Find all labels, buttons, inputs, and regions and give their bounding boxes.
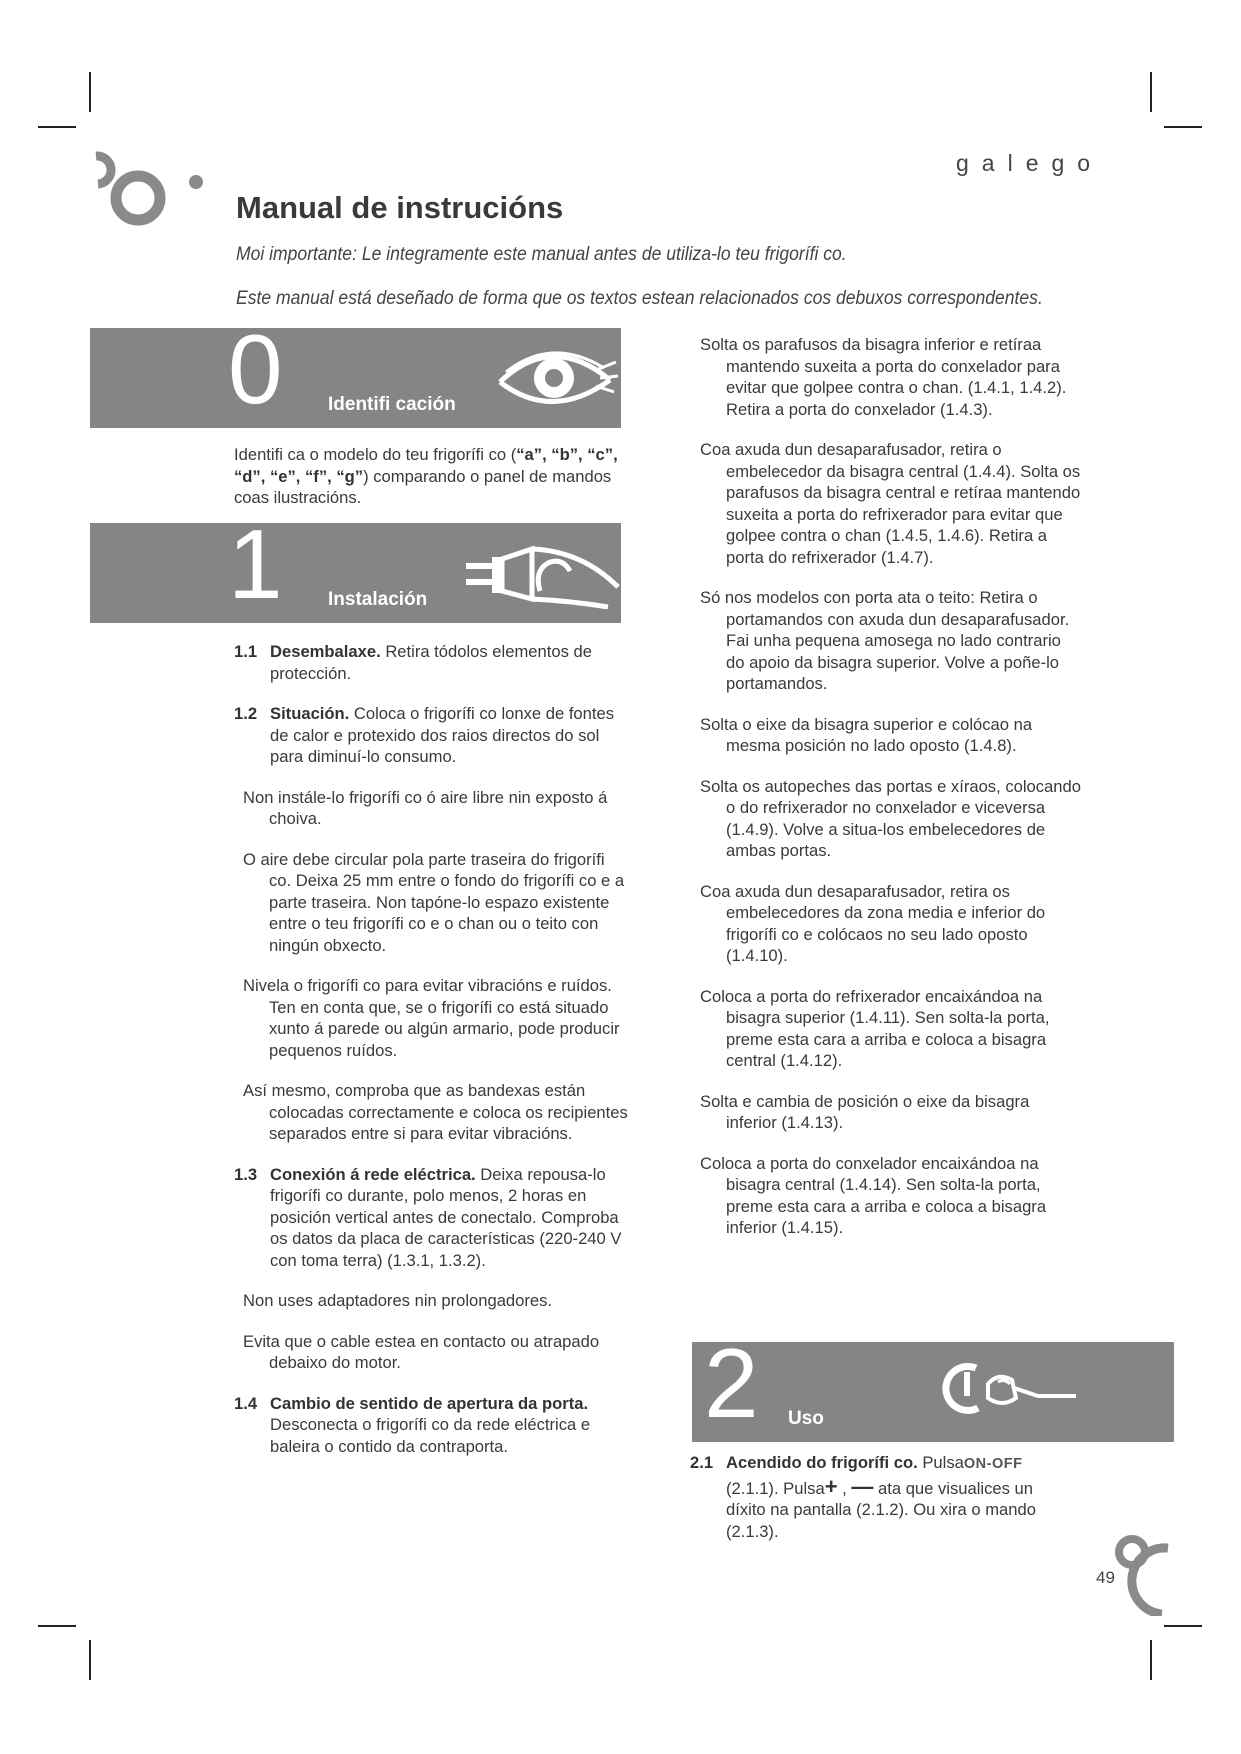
section-0-header <box>90 314 621 428</box>
paragraph: Non uses adaptadores nin prolongadores. <box>243 1291 553 1310</box>
section-label: Uso <box>788 1408 824 1429</box>
paragraph: Solta os autopeches das portas e xíraos, colocando o do refrixerador no conxelador e viceversa (1.4.9). Volve a situa-los embelecedores de ambas portas. <box>700 776 1081 860</box>
crop-mark <box>89 72 91 112</box>
paragraph: Solta e cambia de posición o eixe da bisagra inferior (1.4.13). <box>700 1091 1030 1132</box>
left-column-section-1 <box>234 641 628 1457</box>
plus-symbol: + <box>824 1473 838 1499</box>
section-2-header <box>692 1328 1174 1442</box>
section-1-header <box>90 509 621 623</box>
item-1-2: 1.2 Situación. Coloca o frigorífi co lonxe de fontes de calor e protexido dos raios directos do sol para diminuí-lo consumo. <box>234 704 615 766</box>
crop-mark <box>1150 1640 1152 1680</box>
item-1-1: 1.1 Desembalaxe. Retira tódolos elementos de protección. <box>234 642 592 683</box>
crop-mark <box>38 1625 76 1627</box>
item-1-3: 1.3 Conexión á rede eléctrica. Deixa repousa-lo frigorífi co durante, polo menos, 2 horas en posición vertical antes de conectalo. Comproba os datos da placa de características (220-240 V con toma terra) (1.3.1, 1.3.2). <box>234 1164 622 1270</box>
finger-press-icon <box>942 1358 1082 1418</box>
intro-important: Moi importante: Le integramente este manual antes de utiliza-lo teu frigorífi co. <box>236 243 847 265</box>
item-1-4: 1.4 Cambio de sentido de apertura da porta. Desconecta o frigorífi co da rede eléctrica e baleira o contido da contraporta. <box>234 1393 591 1456</box>
language-label: galego <box>956 150 1104 176</box>
paragraph: Non instále-lo frigorífi co ó aire libre nin exposto á choiva. <box>243 787 608 828</box>
paragraph: Coloca a porta do conxelador encaixándoa na bisagra central (1.4.14). Sen solta-la porta, preme esta cara a arriba e coloca a bisagra inferior (1.4.15). <box>700 1153 1047 1237</box>
paragraph: Coa axuda dun desaparafusador, retira os embelecedores da zona media e inferior do frigorífi co e colócaos no seu lado oposto (1.4.10). <box>700 881 1046 965</box>
crop-mark <box>38 126 76 128</box>
intro-note: Este manual está deseñado de forma que os textos estean relacionados cos debuxos correspondentes. <box>236 287 1043 309</box>
paragraph: Evita que o cable estea en contacto ou atrapado debaixo do motor. <box>243 1331 600 1372</box>
page-number: 49 <box>1096 1568 1115 1587</box>
section-number: 2 <box>704 1328 759 1438</box>
paragraph: Solta os parafusos da bisagra inferior e retíraa mantendo suxeita a porta do conxelador para evitar que golpee contra o chan. (1.4.1, 1.4.2). Retira a porta do conxelador (1.4.3). <box>700 335 1067 419</box>
item-2-1: 2.1 Acendido do frigorífi co. PulsaON-OFF (2.1.1). Pulsa+ , — ata que visualices un díxito na pantalla (2.1.2). Ou xira o mando (2.1.3). <box>690 1453 1036 1541</box>
paragraph: O aire debe circular pola parte traseira do frigorífi co. Deixa 25 mm entre o fondo do frigorífi co e a parte traseira. Non tapóne-lo espazo existente entre o teu frigorífi co e o chan ou o teito con ningún obxecto. <box>243 849 625 955</box>
brand-logo <box>88 148 208 243</box>
section-number: 1 <box>228 509 283 619</box>
identification-text: Identifi ca o modelo do teu frigorífi co (“a”, “b”, “c”, “d”, “e”, “f”, “g”) comparando o panel de mandos coas ilustracións. <box>234 445 618 507</box>
page-title: Manual de instrucións <box>236 190 564 225</box>
paragraph: Coloca a porta do refrixerador encaixándoa na bisagra superior (1.4.11). Sen solta-la porta, preme esta cara a arriba e coloca a bisagra central (1.4.12). <box>700 986 1050 1070</box>
paragraph: Nivela o frigorífi co para evitar vibracións e ruídos. Ten en conta que, se o frigorífi co está situado xunto á parede ou algún armario, pode producir pequenos ruídos. <box>243 976 620 1060</box>
on-off-button-label: ON-OFF <box>963 1456 1023 1472</box>
footer-logo-mark <box>1110 1526 1170 1616</box>
right-column-section-2 <box>690 1452 1074 1542</box>
minus-symbol: — <box>851 1473 874 1499</box>
section-label: Instalación <box>328 589 428 610</box>
paragraph: Solta o eixe da bisagra superior e colócao na mesma posición no lado oposto (1.4.8). <box>700 714 1033 755</box>
paragraph: Coa axuda dun desaparafusador, retira o embelecedor da bisagra central (1.4.4). Solta os parafusos da bisagra central e retíraa mantendo suxeita a porta do refrixerador para evitar que golpee contra o chan (1.4.5, 1.4.6). Retira a porta do refrixerador (1.4.7). <box>700 440 1081 567</box>
section-number: 0 <box>228 314 283 424</box>
right-column <box>700 334 1082 1239</box>
paragraph: Só nos modelos con porta ata o teito: Retira o portamandos con axuda dun desaparafusador. Fai unha pequena amosega no lado contrario do apoio da bisagra superior. Volve a poñe-lo portamandos. <box>700 588 1070 693</box>
left-column <box>234 444 620 509</box>
plug-icon <box>462 541 620 609</box>
section-label: Identifi cación <box>328 394 456 415</box>
crop-mark <box>1150 72 1152 112</box>
paragraph: Así mesmo, comproba que as bandexas están colocadas correctamente e coloca os recipientes separados entre si para evitar vibracións. <box>243 1081 628 1143</box>
crop-mark <box>1164 126 1202 128</box>
eye-icon <box>492 340 620 416</box>
crop-mark <box>89 1640 91 1680</box>
crop-mark <box>1164 1625 1202 1627</box>
